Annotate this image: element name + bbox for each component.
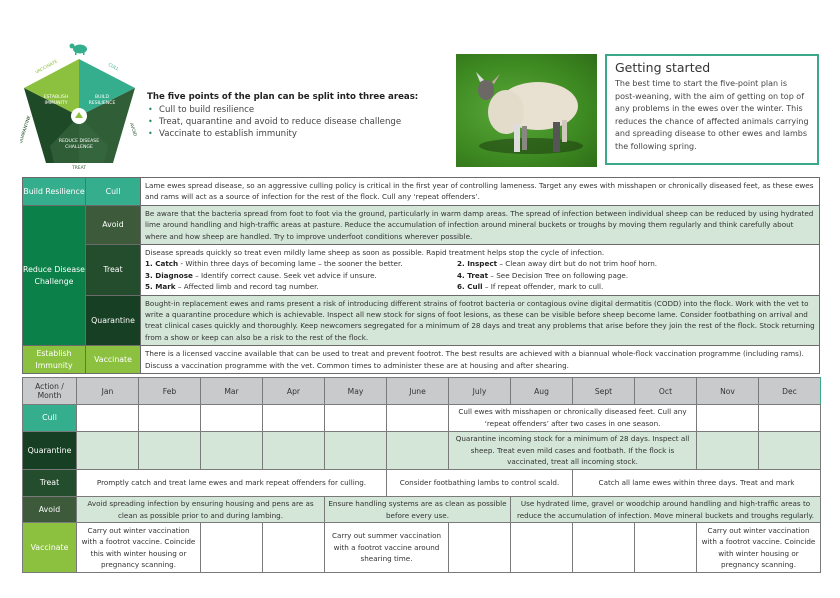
treat-step: 3. Diagnose – Identify correct cause. Seek vet advice if unsure.: [145, 270, 377, 280]
month-header: Jan: [77, 378, 139, 405]
avoid-jan-apr: Avoid spreading infection by ensuring housing and pens are as clean as possible prior to and during lambing.: [77, 497, 325, 523]
calendar-cell: [759, 432, 821, 470]
corner-header: Action / Month: [23, 378, 77, 405]
five-point-plan-table: [22, 177, 820, 374]
svg-text:VACCINATE: VACCINATE: [34, 59, 59, 76]
plan-row-cull: [23, 178, 820, 206]
avoid-description: Be aware that the bacteria spread from foot to foot via the ground, particularly in warm damp areas. The spread of infection between individual sheep can be reduced by using hydrated lime around handling and high-traffic areas at pasture. Reduce the accumulation of infection around mineral buckets or troughs by moving them regularly and think carefully about where and how sheep are handled. Try to improve underfoot conditions wherever possible.: [141, 205, 820, 244]
treat-step: 1. Catch - Within three days of becoming lame – the sooner the better.: [145, 259, 403, 269]
month-header: Feb: [139, 378, 201, 405]
calendar-cell: [635, 523, 697, 573]
action-quarantine: Quarantine: [86, 295, 141, 346]
plan-row-treat: [23, 245, 820, 296]
treat-step: 4. Treat – See Decision Tree on following page.: [457, 270, 629, 280]
calendar-cell: [263, 523, 325, 573]
treat-step: 6. Cull – If repeat offender, mark to cull.: [457, 282, 604, 292]
month-header: Apr: [263, 378, 325, 405]
vaccinate-may-jun: Carry out summer vaccination with a footrot vaccine around shearing time.: [325, 523, 449, 573]
action-treat: Treat: [86, 245, 141, 296]
intro-bullet: • Cull to build resilience: [147, 104, 447, 116]
area-reduce-disease-challenge: Reduce Disease Challenge: [23, 205, 86, 345]
calendar-cell: [201, 432, 263, 470]
calendar-cell: [139, 432, 201, 470]
svg-text:AVOID: AVOID: [127, 122, 137, 138]
five-point-plan-diagram: [20, 38, 140, 170]
calendar-cell: [387, 432, 449, 470]
calendar-cell: [263, 405, 325, 432]
calendar-cell: [511, 523, 573, 573]
getting-started-box: [605, 54, 819, 165]
month-header: May: [325, 378, 387, 405]
treat-jun-aug: Consider footbathing lambs to control scald.: [387, 470, 573, 497]
treat-sep-dec: Catch all lame ewes within three days. Treat and mark: [573, 470, 821, 497]
calendar-cell: [201, 405, 263, 432]
cull-jul-oct: Cull ewes with misshapen or chronically diseased feet. Cull any ‘repeat offenders’ after two cases in one season.: [449, 405, 697, 432]
calendar-cell: [77, 405, 139, 432]
month-header: Oct: [635, 378, 697, 405]
intro-bullet: • Treat, quarantine and avoid to reduce disease challenge: [147, 116, 447, 128]
cull-description: Lame ewes spread disease, so an aggressive culling policy is critical in the first year of controlling lameness. Target any ewes with misshapen or chronically diseased feet, as these ewes and rams will act as a source of infection for the rest of the flock. Cull any ‘repeat offenders’.: [141, 178, 820, 206]
area-build-resilience: Build Resilience: [23, 178, 86, 206]
intro-bullet: • Vaccinate to establish immunity: [147, 128, 447, 140]
calendar-row-avoid: [23, 497, 821, 523]
calendar-cell: [449, 523, 511, 573]
calendar-cell: [325, 432, 387, 470]
area-establish-immunity: Establish Immunity: [23, 346, 86, 374]
getting-started-title: Getting started: [615, 60, 711, 75]
lamb-photo: [456, 54, 597, 167]
sheep-icon: [70, 44, 88, 56]
month-header: June: [387, 378, 449, 405]
calendar-cell: [387, 405, 449, 432]
plan-row-avoid: [23, 205, 820, 244]
calendar-cell: [697, 405, 759, 432]
row-label-vaccinate: Vaccinate: [23, 523, 77, 573]
svg-text:QUARANTINE: QUARANTINE: [20, 115, 33, 145]
svg-text:ESTABLISH: ESTABLISH: [43, 95, 69, 100]
quarantine-description: Bought-in replacement ewes and rams present a risk of introducing different strains of footrot bacteria or contagious ovine digital dermatitis (CODD) into the flock. Work with the vet to write a quarantine procedure which is achievable. Inspect all new stock for signs of foot lesions, as these can be visible before sheep become lame. Consider footbathing on arrival and treat clinical cases quickly and thoroughly. Keep newcomers segregated for a minimum of 28 days and treat any problems that arise before they join the rest of the flock. Stock returning from a show or keep can also be a risk to the rest of the flock.: [141, 295, 820, 346]
action-vaccinate: Vaccinate: [86, 346, 141, 374]
calendar-row-quarantine: [23, 432, 821, 470]
calendar-cell: [325, 405, 387, 432]
treat-step: 5. Mark – Affected limb and record tag number.: [145, 282, 319, 292]
treat-jan-may: Promptly catch and treat lame ewes and mark repeat offenders for culling.: [77, 470, 387, 497]
row-label-treat: Treat: [23, 470, 77, 497]
row-label-avoid: Avoid: [23, 497, 77, 523]
plan-row-quarantine: [23, 295, 820, 346]
intro-heading: The five points of the plan can be split into three areas:: [147, 92, 419, 102]
treat-steps: [145, 258, 815, 292]
month-header: July: [449, 378, 511, 405]
calendar-cell: [263, 432, 325, 470]
vaccinate-jan-feb: Carry out winter vaccination with a footrot vaccine. Coincide this with winter housing or pregnancy scanning.: [77, 523, 201, 573]
calendar-header-row: [23, 378, 821, 405]
getting-started-body: The best time to start the five-point plan is post-weaning, with the aim of getting on top of any problems in the ewes over the winter. This reduces the chance of affected animals carrying and spreading disease to other ewes and lambs the following spring.: [615, 79, 809, 151]
action-cull: Cull: [86, 178, 141, 206]
month-header: Sept: [573, 378, 635, 405]
vaccinate-nov-dec: Carry out winter vaccination with a footrot vaccine. Coincide with winter housing or pregnancy scanning.: [697, 523, 821, 573]
svg-text:IMMUNITY: IMMUNITY: [44, 101, 68, 106]
svg-text:CHALLENGE: CHALLENGE: [65, 145, 93, 150]
calendar-cell: [139, 405, 201, 432]
treat-step: 2. Inspect – Clean away dirt but do not trim hoof horn.: [457, 259, 658, 269]
svg-text:RESILIENCE: RESILIENCE: [88, 101, 116, 106]
monthly-action-calendar: [22, 377, 821, 573]
month-header: Aug: [511, 378, 573, 405]
svg-text:CULL: CULL: [107, 62, 120, 73]
row-label-cull: Cull: [23, 405, 77, 432]
calendar-cell: [77, 432, 139, 470]
calendar-cell: [697, 432, 759, 470]
calendar-cell: [201, 523, 263, 573]
svg-text:BUILD: BUILD: [95, 95, 109, 100]
treat-intro: Disease spreads quickly so treat even mildly lame sheep as soon as possible. Rapid treatment helps stop the cycle of infection.: [145, 248, 605, 258]
plan-row-vaccinate: [23, 346, 820, 374]
calendar-row-cull: [23, 405, 821, 432]
avoid-aug-dec: Use hydrated lime, gravel or woodchip around handling and high-traffic areas to reduce the accumulation of infection. Move mineral buckets and troughs regularly.: [511, 497, 821, 523]
calendar-cell: [759, 405, 821, 432]
avoid-may-jul: Ensure handling systems are as clean as possible before every use.: [325, 497, 511, 523]
month-header: Nov: [697, 378, 759, 405]
quarantine-jul-oct: Quarantine incoming stock for a minimum of 28 days. Inspect all sheep. Treat even mild cases and footbath. If the flock is vaccinated, treat all incoming stock.: [449, 432, 697, 470]
vaccinate-description: There is a licensed vaccine available that can be used to treat and prevent footrot. The best results are achieved with a biannual whole-flock vaccination programme (including rams). Discuss a vaccination programme with the vet. Common times to administer these are at housing and after shearing.: [141, 346, 820, 374]
intro-bullet-list: [147, 104, 447, 140]
calendar-row-vaccinate: [23, 523, 821, 573]
treat-description: [141, 245, 820, 296]
month-header: Dec: [759, 378, 821, 405]
svg-text:TREAT: TREAT: [72, 166, 86, 170]
svg-text:REDUCE DISEASE: REDUCE DISEASE: [58, 139, 100, 144]
calendar-row-treat: [23, 470, 821, 497]
month-header: Mar: [201, 378, 263, 405]
row-label-quarantine: Quarantine: [23, 432, 77, 470]
intro-section: [147, 92, 447, 140]
action-avoid: Avoid: [86, 205, 141, 244]
calendar-cell: [573, 523, 635, 573]
